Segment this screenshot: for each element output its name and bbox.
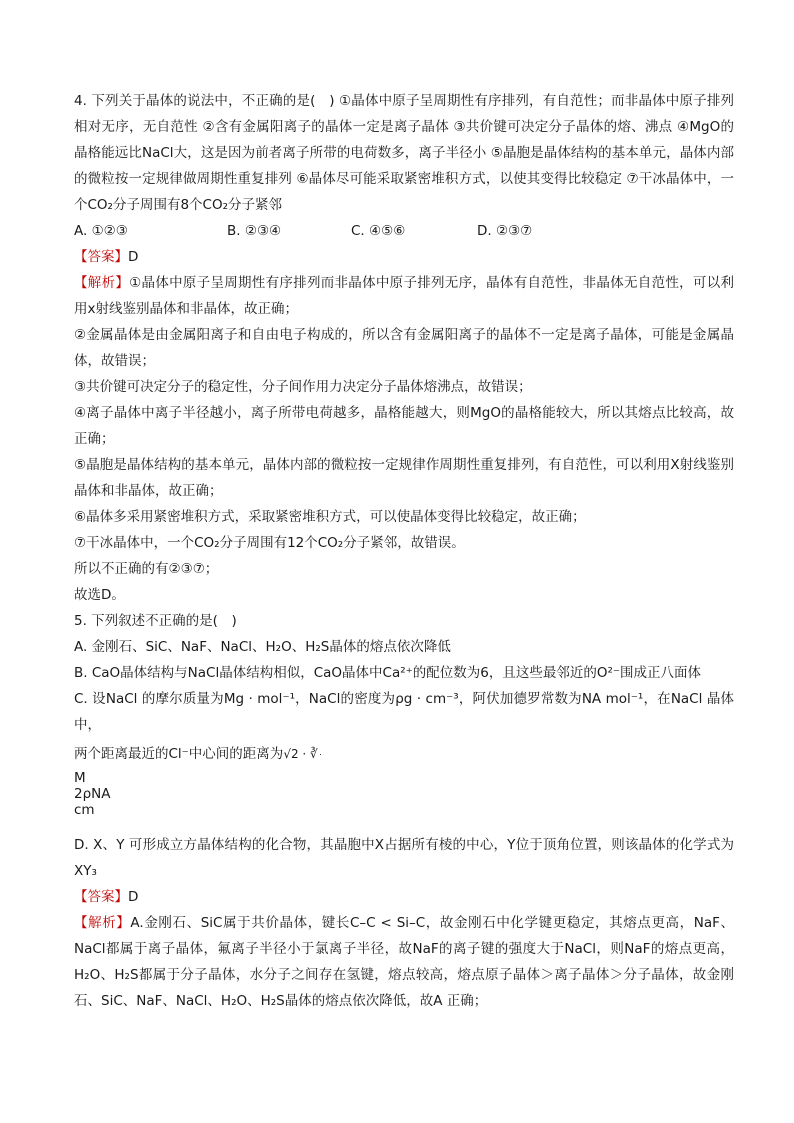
question-5-option-d: D. X、Y 可形成立方晶体结构的化合物，其晶胞中X占据所有棱的中心，Y位于顶角位置，则该晶体的化学式为XY₃ (74, 836, 734, 879)
question-5-option-b: B. CaO晶体结构与NaCl晶体结构相似，CaO晶体中Ca²⁺的配位数为6，且这些最邻近的O²⁻围成正八面体 (74, 665, 702, 681)
fraction-numerator: M (74, 770, 86, 786)
question-4-answer (74, 244, 734, 270)
answer-tag: 【答案】 (74, 888, 128, 905)
option-d: D. ②③⑦ (477, 223, 533, 239)
analysis-line: ①晶体中原子呈周期性有序排列而非晶体中原子排列无序，晶体有自范性，非晶体无自范性，可以利用x射线鉴别晶体和非晶体，故正确； (74, 275, 734, 317)
question-4-analysis-3: ③共价键可决定分子的稳定性，分子间作用力决定分子晶体熔沸点，故错误； (74, 379, 532, 395)
question-4-analysis-5: ⑤晶胞是晶体结构的基本单元，晶体内部的微粒按一定规律作周期性重复排列，有自范性，可以利用X射线鉴别晶体和非晶体，故正确； (74, 457, 734, 499)
question-4-analysis-6: ⑥晶体多采用紧密堆积方式，采取紧密堆积方式，可以使晶体变得比较稳定，故正确； (74, 509, 586, 525)
question-4-analysis-1 (74, 270, 734, 322)
question-5-stem: 5. 下列叙述不正确的是( ) (74, 613, 237, 629)
answer-value: D (128, 888, 139, 905)
analysis-tag: 【解析】 (74, 914, 131, 931)
question-5-option-a: A. 金刚石、SiC、NaF、NaCl、H₂O、H₂S晶体的熔点依次降低 (74, 639, 451, 655)
question-4-analysis-2: ②金属晶体是由金属阳离子和自由电子构成的，所以含有金属阳离子的晶体不一定是离子晶体，可能是金属晶体，故错误； (74, 327, 734, 369)
unit: cm (74, 802, 95, 818)
option-a: A. ①②③ (74, 223, 128, 239)
question-4-choice: 故选D。 (74, 587, 125, 603)
question-4-options (74, 218, 734, 244)
question-5-analysis (74, 910, 734, 1014)
document-page (74, 88, 734, 1014)
question-4-analysis-4: ④离子晶体中离子半径越小，离子所带电荷越多，晶格能越大，则MgO的晶格能较大，所以其熔点比较高，故正确； (74, 405, 734, 447)
fraction (320, 754, 321, 755)
question-5-answer (74, 884, 734, 910)
question-4-conclusion: 所以不正确的有②③⑦； (74, 561, 219, 577)
fraction-denominator: 2ρNA (74, 786, 111, 802)
question-5-option-c-line-2 (74, 738, 734, 770)
option-b: B. ②③④ (227, 223, 282, 239)
question-4-stem: 4. 下列关于晶体的说法中，不正确的是( ) ①晶体中原子呈周期性有序排列，有自范性；而非晶体中原子排列相对无序，无自范性 ②含有金属阳离子的晶体一定是离子晶体 ③共价键可决定分子晶体的熔、沸点 ④MgO的晶格能远比NaCl大，这是因为前者离子所带的电荷数多，离子半径小 ⑤晶胞是晶体结构的基本单元，晶体内部的微粒按一定规律做周期性重复排列 ⑥晶体尽可能采取紧密堆积方式，以使其变得比较稳定 ⑦干冰晶体中，一个CO₂分子周围有8个CO₂分子紧邻 (74, 93, 734, 213)
answer-tag: 【答案】 (74, 249, 128, 265)
radical-expression: √2 · ∛ (283, 747, 318, 761)
option-c-text: 两个距离最近的Cl⁻中心间的距离为 (74, 746, 284, 762)
option-c: C. ④⑤⑥ (351, 223, 406, 239)
answer-value: D (128, 249, 139, 265)
analysis-text: A.金刚石、SiC属于共价晶体，键长C–C < Si–C，故金刚石中化学键更稳定，其熔点更高，NaF、NaCl都属于离子晶体，氟离子半径小于氯离子半径，故NaF的离子键的强度大于NaCl，则NaF的熔点更高，H₂O、H₂S都属于分子晶体，水分子之间存在氢键，熔点较高，熔点原子晶体＞离子晶体＞分子晶体，故金刚石、SiC、NaF、NaCl、H₂O、H₂S晶体的熔点依次降低，故A 正确； (74, 914, 735, 1009)
question-4-analysis-7: ⑦干冰晶体中，一个CO₂分子周围有12个CO₂分子紧邻，故错误。 (74, 535, 465, 551)
question-5-option-c-line-1: C. 设NaCl 的摩尔质量为Mg · mol⁻¹，NaCl的密度为ρg · cm⁻³，阿伏加德罗常数为NA mol⁻¹，在NaCl 晶体中， (74, 691, 734, 733)
analysis-tag: 【解析】 (74, 275, 130, 291)
